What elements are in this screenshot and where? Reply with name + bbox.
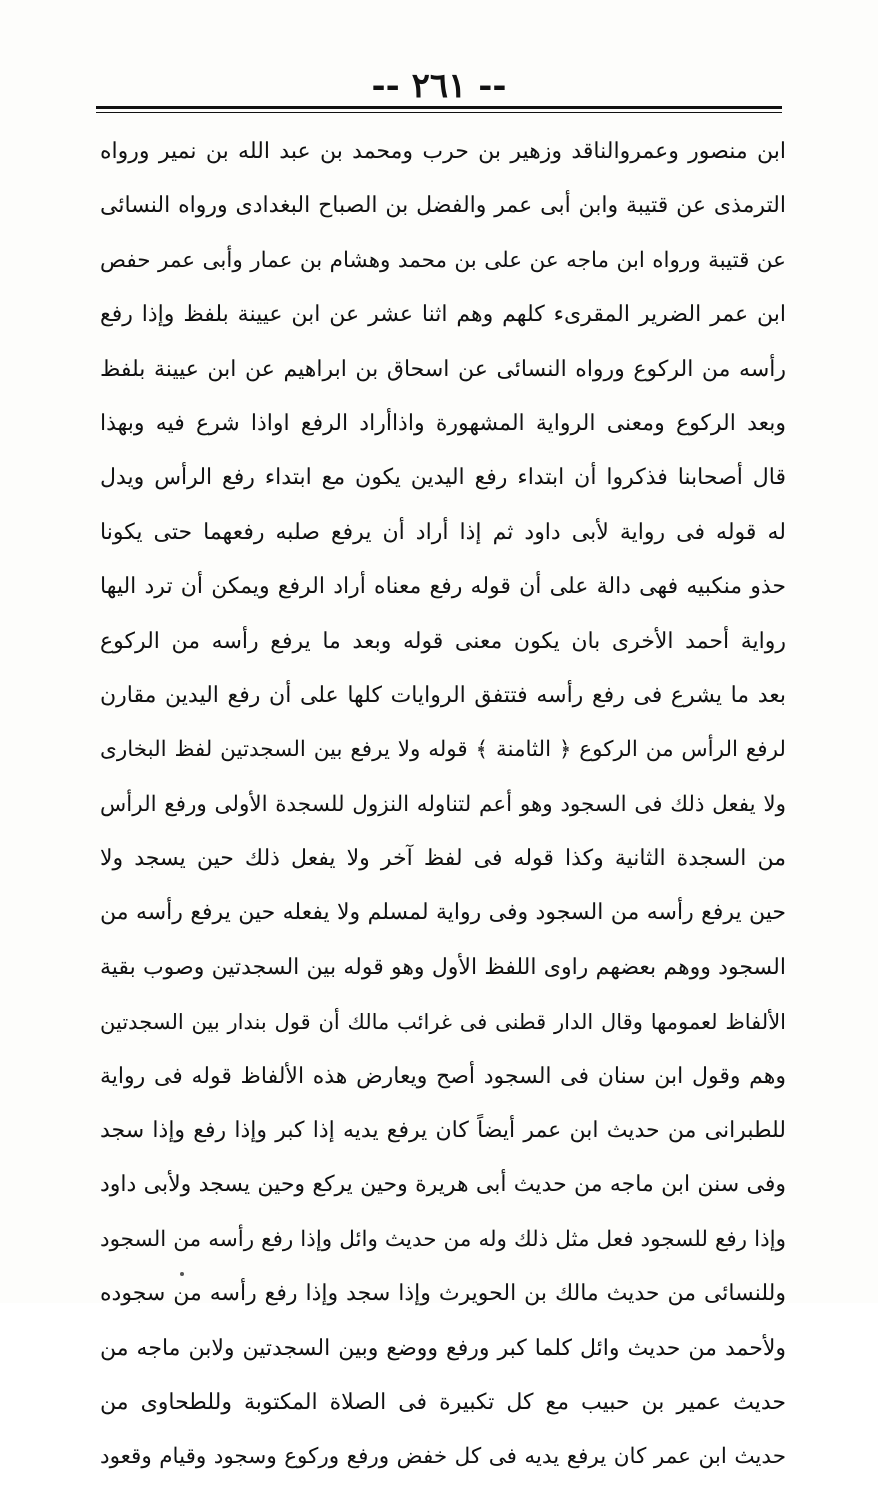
text-line: الترمذى عن قتيبة وابن أبى عمر والفضل بن الصباح البغدادى ورواه النسائى: [100, 193, 786, 219]
text-line: وفى سنن ابن ماجه من حديث أبى هريرة وحين يركع وحين يسجد ولأبى داود: [100, 1172, 786, 1198]
page-header: [96, 62, 782, 116]
text-line: قال أصحابنا فذكروا أن ابتداء رفع اليدين يكون مع ابتداء رفع الرأس ويدل: [100, 465, 786, 491]
text-line: الألفاظ لعمومها وقال الدار قطنى فى غرائب مالك أن قول بندار بين السجدتين: [100, 1010, 786, 1035]
text-line: عن قتيبة ورواه ابن ماجه عن على بن محمد وهشام بن عمار وأبى عمر حفص: [100, 247, 786, 273]
text-line: وللنسائى من حديث مالك بن الحويرث وإذا سجد وإذا رفع رأسه من سجوده: [100, 1281, 786, 1307]
text-line: له قوله فى رواية لأبى داود ثم إذا أراد أن يرفع صلبه رفعهما حتى يكونا: [100, 519, 786, 545]
text-line: وإذا رفع للسجود فعل مثل ذلك وله من حديث وائل وإذا رفع رأسه من السجود: [100, 1226, 786, 1252]
text-line: ولأحمد من حديث وائل كلما كبر ورفع ووضع وبين السجدتين ولابن ماجه من: [100, 1335, 786, 1361]
text-line: ولا يفعل ذلك فى السجود وهو أعم لتناوله النزول للسجدة الأولى ورفع الرأس: [100, 791, 786, 817]
text-line: وبعد الركوع ومعنى الرواية المشهورة واذاأراد الرفع اواذا شرع فيه وبهذا: [100, 410, 786, 436]
header-rule-thin: [96, 112, 782, 113]
header-rule-thick: [96, 106, 782, 109]
text-line: للطبرانى من حديث ابن عمر أيضاً كان يرفع يديه إذا كبر وإذا رفع وإذا سجد: [100, 1118, 786, 1144]
text-line: رأسه من الركوع ورواه النسائى عن اسحاق بن ابراهيم عن ابن عيينة بلفظ: [100, 356, 786, 382]
text-line: ابن عمر الضرير المقرىء كلهم وهم اثنا عشر عن ابن عيينة بلفظ وإذا رفع: [100, 302, 786, 328]
text-line: حديث عمير بن حبيب مع كل تكبيرة فى الصلاة المكتوبة وللطحاوى من: [100, 1389, 786, 1415]
text-line: رواية أحمد الأخرى بان يكون معنى قوله وبعد ما يرفع رأسه من الركوع: [100, 628, 786, 654]
text-line: حين يرفع رأسه من السجود وفى رواية لمسلم ولا يفعله حين يرفع رأسه من: [100, 900, 786, 926]
text-line: حذو منكبيه فهى دالة على أن قوله رفع معناه أراد الرفع ويمكن أن ترد اليها: [100, 574, 786, 600]
text-line: وهم وقول ابن سنان فى السجود أصح ويعارض هذه الألفاظ قوله فى رواية: [100, 1063, 786, 1089]
margin-speck: [180, 1272, 184, 1276]
page-number: -- ٢٦١ --: [371, 66, 507, 106]
text-line: ابن منصور وعمروالناقد وزهير بن حرب ومحمد بن عبد الله بن نمير ورواه: [100, 139, 786, 164]
text-line: لرفع الرأس من الركوع ﴿ الثامنة ﴾ قوله ولا يرفع بين السجدتين لفظ البخارى: [100, 737, 786, 763]
text-line: بعد ما يشرع فى رفع رأسه فتتفق الروايات كلها على أن رفع اليدين مقارن: [100, 682, 786, 708]
body-text: [100, 125, 786, 1485]
text-line: السجود ووهم بعضهم راوى اللفظ الأول وهو قوله بين السجدتين وصوب بقية: [100, 954, 786, 980]
text-line: من السجدة الثانية وكذا قوله فى لفظ آخر ولا يفعل ذلك حين يسجد ولا: [100, 846, 786, 872]
text-line: حديث ابن عمر كان يرفع يديه فى كل خفض ورفع وركوع وسجود وقيام وقعود: [100, 1444, 786, 1470]
